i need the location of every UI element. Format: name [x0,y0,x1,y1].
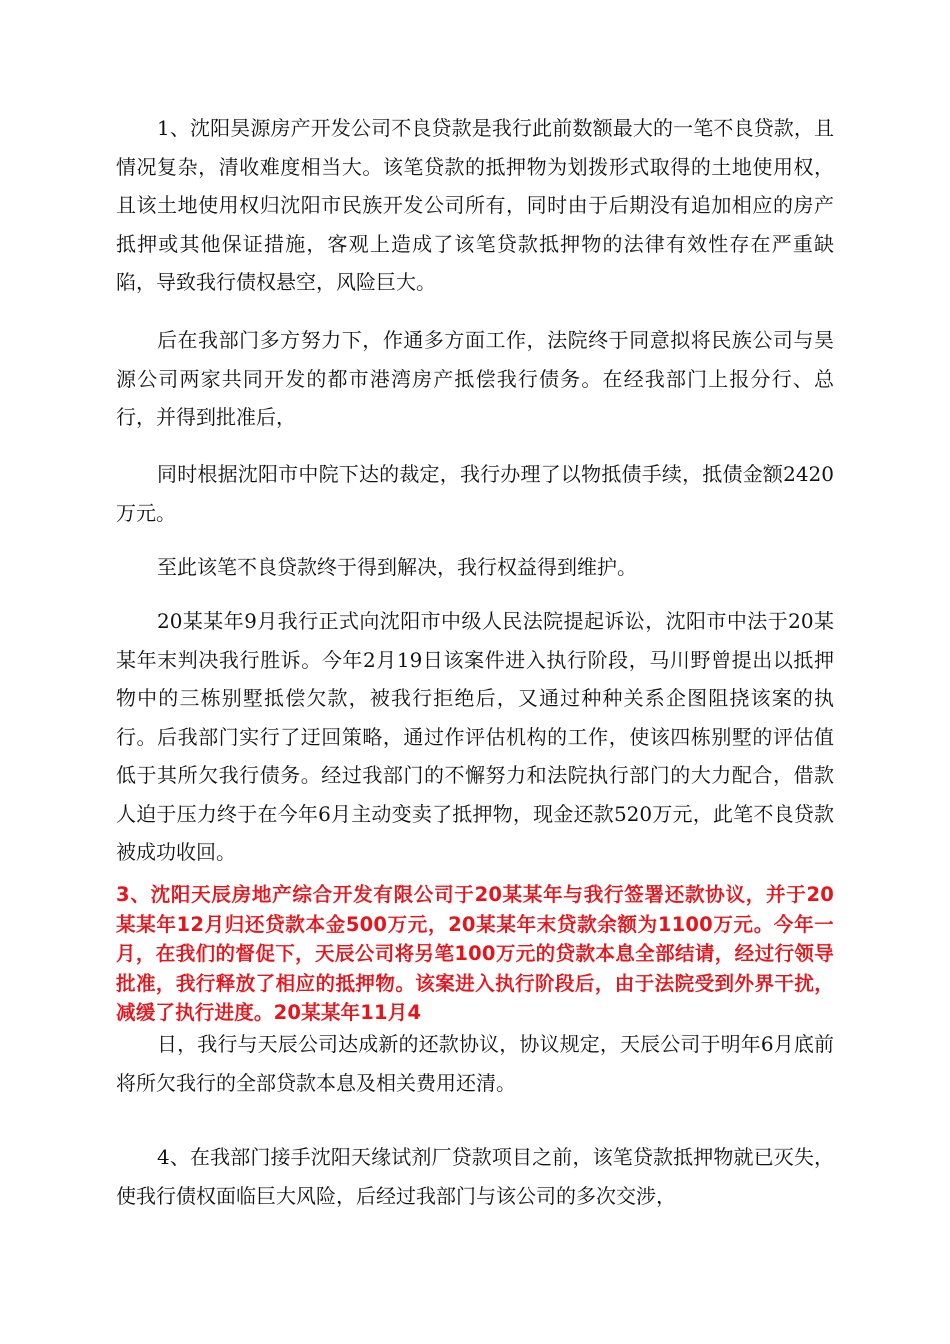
paragraph-lawsuit: 20某某年9月我行正式向沈阳市中级人民法院提起诉讼，沈阳市中法于20某某年末判决我行胜诉。今年2月19日该案件进入执行阶段，马川野曾提出以抵押物中的三栋别墅抵偿欠款，被我行拒绝后，又通过种种关系企图阻挠该案的执行。后我部门实行了迂回策略，通过作评估机构的工作，使该四栋别墅的评估值低于其所欠我行债务。经过我部门的不懈努力和法院执行部门的大力配合，借款人迫于压力终于在今年6月主动变卖了抵押物，现金还款520万元，此笔不良贷款被成功收回。 [116,609,834,864]
paragraph-tianchen-highlight: 3、沈阳天辰房地产综合开发有限公司于20某某年与我行签署还款协议，并于20某某年12月归还贷款本金500万元，20某某年末贷款余额为1100万元。今年一月，在我们的督促下，天辰公司将另笔100万元的贷款本息全部结请，经过行领导批准，我行释放了相应的抵押物。该案进入执行阶段后，由于法院受到外界干扰，减缓了执行进度。20某某年11月4 [116,883,834,1024]
paragraph-haoyuan-loan: 1、沈阳昊源房产开发公司不良贷款是我行此前数额最大的一笔不良贷款，且情况复杂，清收难度相当大。该笔贷款的抵押物为划拨形式取得的土地使用权，且该土地使用权归沈阳市民族开发公司所有，同时由于后期没有追加相应的房产抵押或其他保证措施，客观上造成了该笔贷款抵押物的法律有效性存在严重缺陷，导致我行债权悬空，风险巨大。 [116,116,834,294]
paragraph-court-settlement: 后在我部门多方努力下，作通多方面工作，法院终于同意拟将民族公司与昊源公司两家共同开发的都市港湾房产抵偿我行债务。在经我部门上报分行、总行，并得到批准后， [116,328,834,429]
paragraph-tianchen-agreement: 日，我行与天辰公司达成新的还款协议，协议规定，天辰公司于明年6月底前将所欠我行的全部贷款本息及相关费用还清。 [116,1032,834,1095]
paragraph-debt-offset: 同时根据沈阳市中院下达的裁定，我行办理了以物抵债手续，抵债金额2420万元。 [116,462,834,525]
paragraph-tianyuan-loan: 4、在我部门接手沈阳天缘试剂厂贷款项目之前，该笔贷款抵押物就已灭失，使我行债权面临巨大风险，后经过我部门与该公司的多次交涉， [116,1145,834,1208]
paragraph-resolution: 至此该笔不良贷款终于得到解决，我行权益得到维护。 [157,555,637,579]
